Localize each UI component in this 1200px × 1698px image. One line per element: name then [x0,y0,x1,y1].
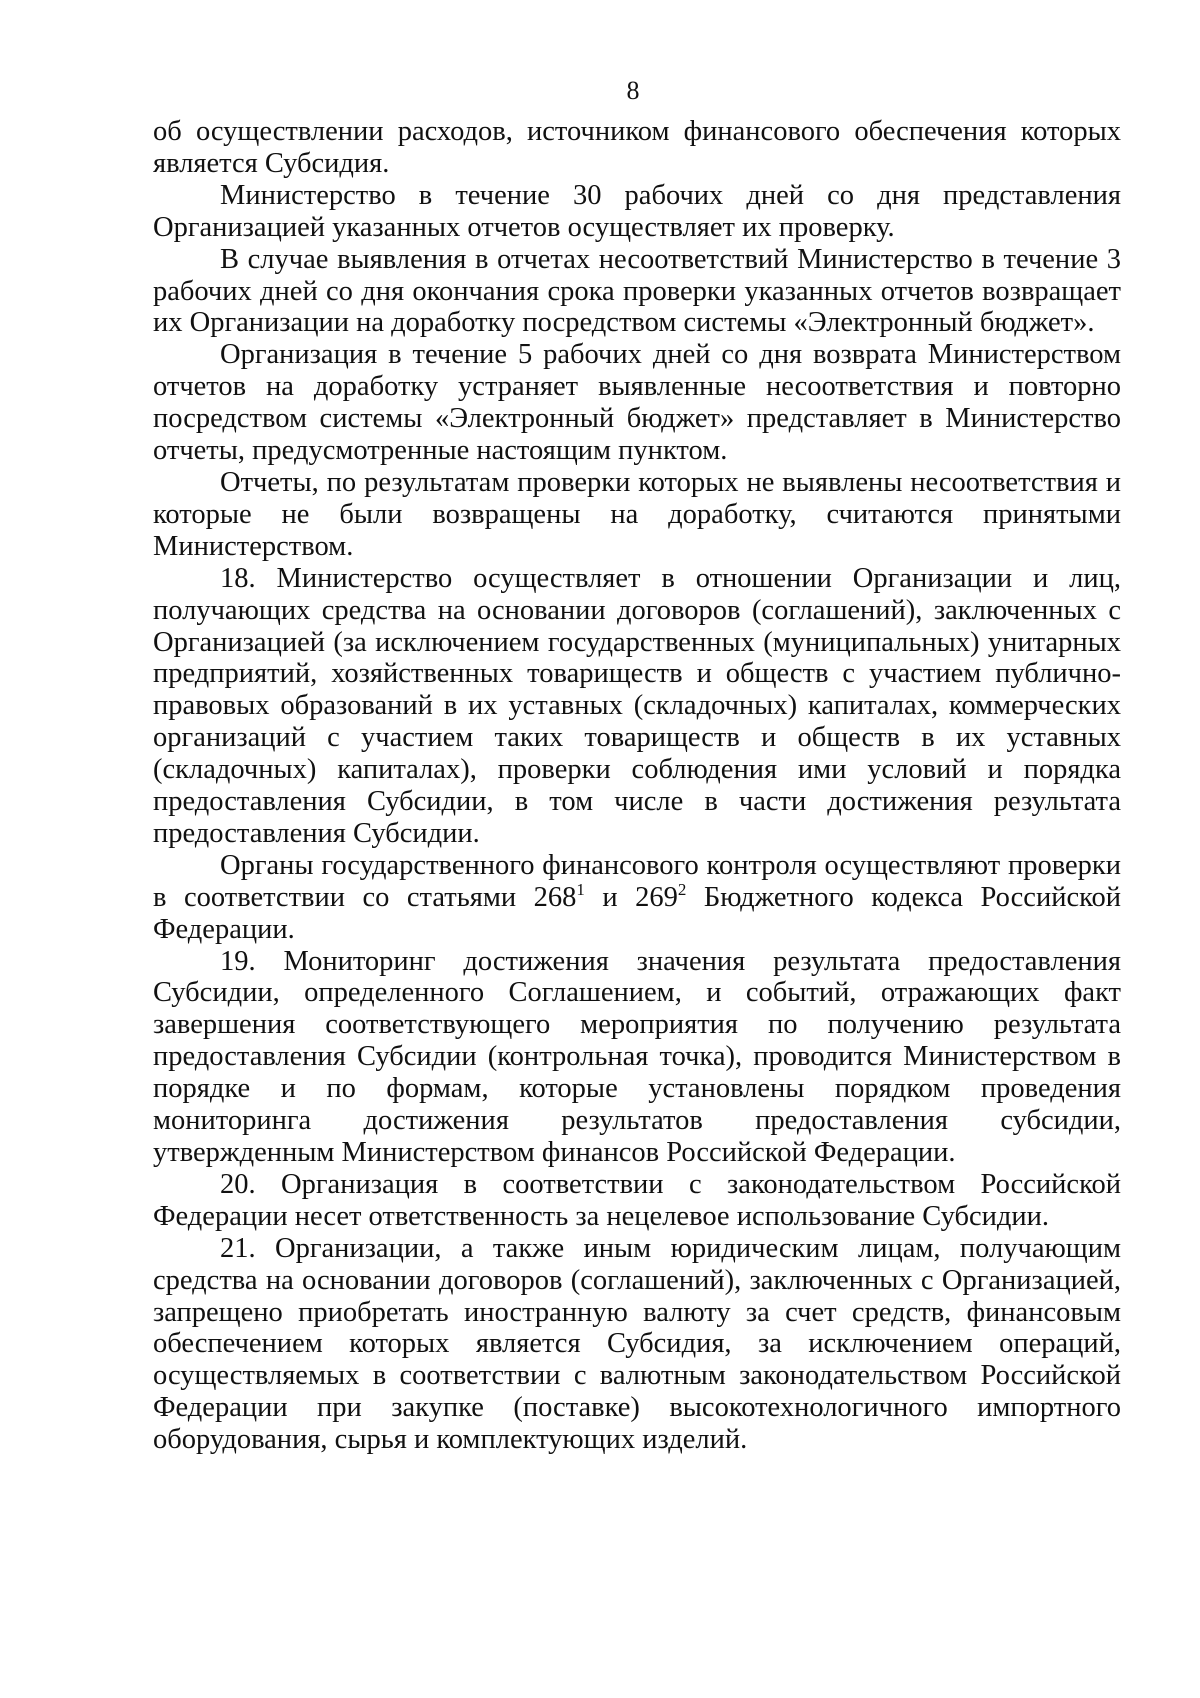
document-body [153,116,1121,1456]
paragraph-20-responsibility: 20. Организация в соответствии с законодательством Российской Федерации несет ответственность за нецелевое использование Субсидии. [153,1168,1121,1232]
article-269-superscript: 2 [677,879,687,899]
paragraph-19-monitoring: 19. Мониторинг достижения значения результата предоставления Субсидии, определенного Соглашением, и событий, отражающих факт завершения соответствующего мероприятия по получению результата предоставления Субсидии (контрольная точка), проводится Министерством в порядке и по формам, которые установлены порядком проведения мониторинга достижения результатов предоставления субсидии, утвержденным Министерством финансов Российской Федерации. [153,945,1121,1168]
page-number: 8 [626,76,640,105]
paragraph-review-period: Министерство в течение 30 рабочих дней со дня представления Организацией указанных отчетов осуществляет их проверку. [153,179,1121,243]
paragraph-resubmission: Организация в течение 5 рабочих дней со дня возврата Министерством отчетов на доработку устраняет выявленные несоответствия и повторно посредством системы «Электронный бюджет» представляет в Министерство отчеты, предусмотренные настоящим пунктом. [153,339,1121,467]
paragraph-21-currency: 21. Организации, а также иным юридическим лицам, получающим средства на основании договоров (соглашений), заключенных с Организацией, запрещено приобретать иностранную валюту за счет средств, финансовым обеспечением которых является Субсидия, за исключением операций, осуществляемых в соответствии с валютным законодательством Российской Федерации при закупке (поставке) высокотехнологичного импортного оборудования, сырья и комплектующих изделий. [153,1232,1121,1456]
paragraph-accepted-reports: Отчеты, по результатам проверки которых не выявлены несоответствия и которые не были возвращены на доработку, считаются принятыми Министерством. [153,466,1121,562]
article-268-superscript: 1 [576,879,585,899]
paragraph-financial-control [153,850,1121,946]
financial-control-text-middle: и 269 [584,881,678,913]
paragraph-return-for-revision: В случае выявления в отчетах несоответствий Министерство в течение 3 рабочих дней со дня окончания срока проверки указанных отчетов возвращает их Организации на доработку посредством системы «Электронный бюджет». [153,243,1121,339]
financial-control-text-end: Бюджетного кодекса Российской Федерации. [153,881,1122,945]
paragraph-18-inspections: 18. Министерство осуществляет в отношении Организации и лиц, получающих средства на основании договоров (соглашений), заключенных с Организацией (за исключением государственных (муниципальных) унитарных предприятий, хозяйственных товариществ и обществ с участием публично-правовых образований в их уставных (складочных) капиталах, коммерческих организаций с участием таких товариществ и обществ в их уставных (складочных) капиталах), проверки соблюдения ими условий и порядка предоставления Субсидии, в том числе в части достижения результата предоставления Субсидии. [153,562,1121,849]
paragraph-continuation: об осуществлении расходов, источником финансового обеспечения которых является Субсидия. [153,116,1121,179]
financial-control-text-start: Органы государственного финансового контроля осуществляют проверки в соответствии со статьями 268 [153,849,1121,913]
